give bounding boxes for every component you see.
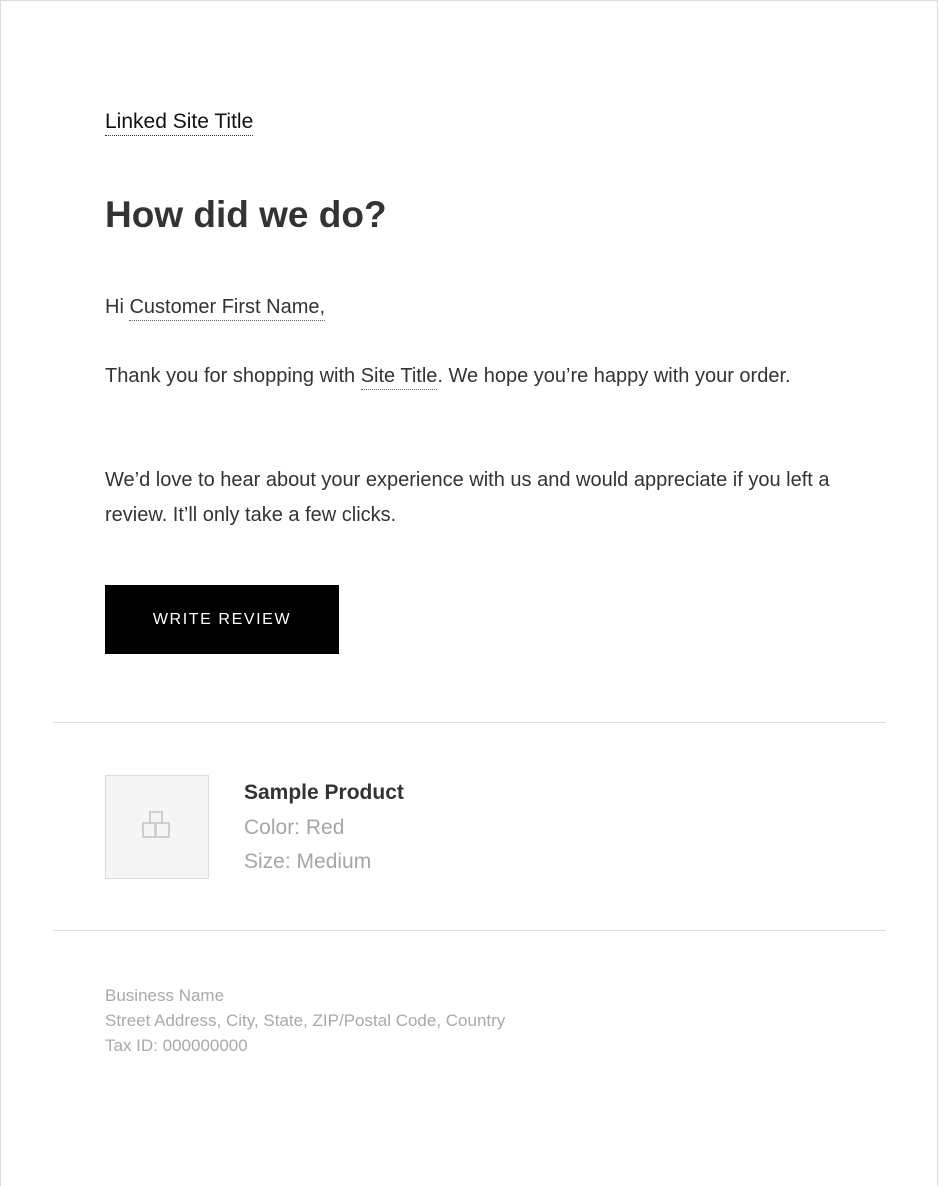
site-title-merge-tag[interactable]: Site Title xyxy=(361,365,438,390)
site-title-link[interactable]: Linked Site Title xyxy=(105,110,253,136)
thanks-prefix: Thank you for shopping with xyxy=(105,365,361,387)
customer-name-merge-tag[interactable]: Customer First Name, xyxy=(129,296,325,321)
product-image xyxy=(105,775,209,879)
footer-address: Street Address, City, State, ZIP/Postal Code, Country xyxy=(105,1011,506,1030)
footer-business-name: Business Name xyxy=(105,986,225,1005)
review-request-paragraph: We’d love to hear about your experience with us and would appreciate if you left a review. It’ll only take a few clicks. xyxy=(105,469,830,526)
divider-bottom xyxy=(53,930,886,931)
product-name: Sample Product xyxy=(244,781,404,804)
write-review-button[interactable]: WRITE REVIEW xyxy=(105,585,339,654)
greeting-paragraph xyxy=(105,290,835,325)
product-placeholder-icon xyxy=(142,811,172,844)
page-title: How did we do? xyxy=(105,194,387,235)
greeting-prefix: Hi xyxy=(105,296,130,318)
footer-tax-id: Tax ID: 000000000 xyxy=(105,1036,248,1055)
thanks-suffix: . We hope you’re happy with your order. xyxy=(437,365,791,387)
product-size: Size: Medium xyxy=(244,850,372,873)
thanks-paragraph xyxy=(105,359,835,394)
product-color: Color: Red xyxy=(244,816,345,839)
divider-top xyxy=(53,722,886,723)
